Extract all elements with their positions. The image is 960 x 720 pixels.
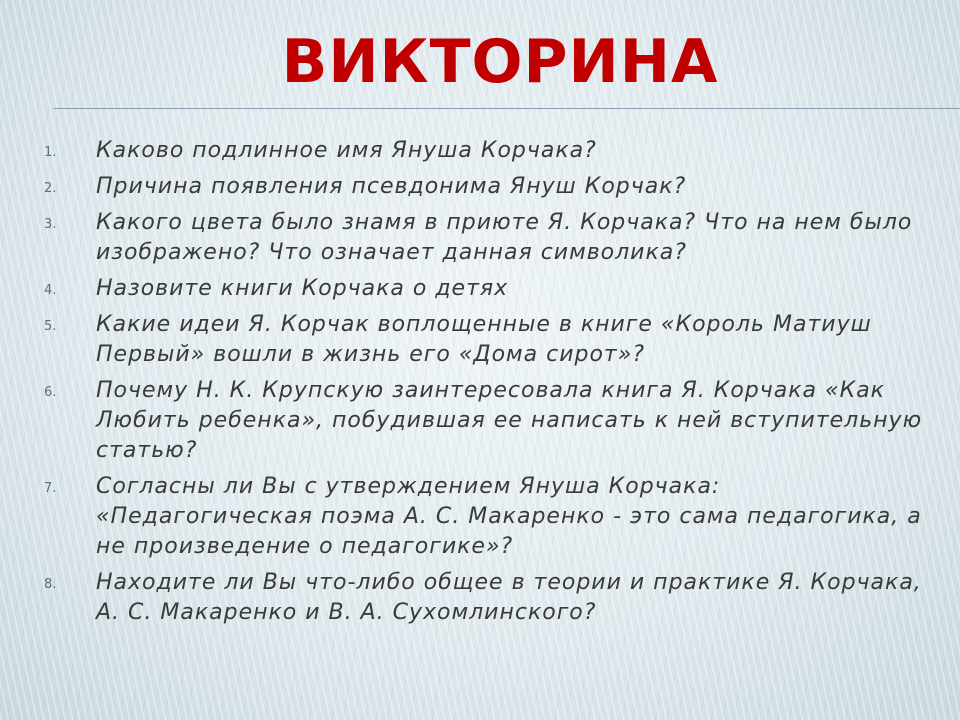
- question-item: [44, 136, 924, 166]
- question-number: 8.: [44, 577, 57, 592]
- question-list: [44, 136, 924, 634]
- title-divider: [54, 108, 960, 109]
- question-number: 6.: [44, 385, 57, 400]
- question-item: [44, 274, 924, 304]
- question-text: Почему Н. К. Крупскую заинтересовала книга Я. Корчака «Как Любить ребенка», побудившая ее написать к ней вступительную статью?: [96, 378, 923, 463]
- question-item: [44, 208, 924, 268]
- question-item: [44, 568, 924, 628]
- question-number: 4.: [44, 283, 57, 298]
- question-text: Согласны ли Вы с утверждением Януша Корчака: «Педагогическая поэма А. С. Макаренко - это сама педагогика, а не произведение о педагогике»?: [96, 474, 922, 559]
- question-number: 5.: [44, 319, 57, 334]
- question-text: Какого цвета было знамя в приюте Я. Корчака? Что на нем было изображено? Что означает данная символика?: [96, 210, 913, 265]
- question-number: 3.: [44, 217, 57, 232]
- question-item: [44, 376, 924, 466]
- question-text: Причина появления псевдонима Януш Корчак?: [96, 174, 687, 199]
- question-number: 2.: [44, 181, 57, 196]
- question-number: 1.: [44, 145, 57, 160]
- question-text: Какие идеи Я. Корчак воплощенные в книге «Король Матиуш Первый» вошли в жизнь его «Дома сирот»?: [96, 312, 872, 367]
- question-item: [44, 472, 924, 562]
- slide-title: ВИКТОРИНА: [281, 27, 719, 97]
- question-text: Назовите книги Корчака о детях: [96, 276, 509, 301]
- question-text: Каково подлинное имя Януша Корчака?: [96, 138, 597, 163]
- question-text: Находите ли Вы что-либо общее в теории и практике Я. Корчака, А. С. Макаренко и В. А. Сухомлинского?: [96, 570, 922, 625]
- question-item: [44, 310, 924, 370]
- question-number: 7.: [44, 481, 57, 496]
- question-item: [44, 172, 924, 202]
